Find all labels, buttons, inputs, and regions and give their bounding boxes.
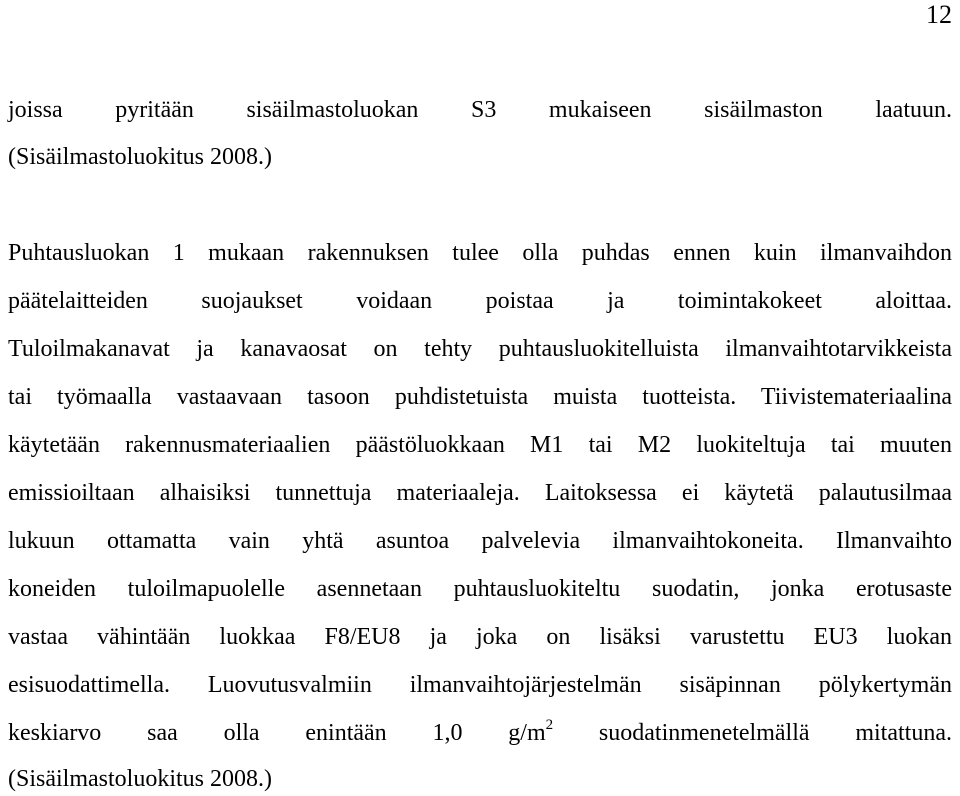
paragraph-2-line-2: päätelaitteiden suojaukset voidaan poistaa ja toimintakokeet aloittaa. xyxy=(8,288,952,314)
unit-superscript: 2 xyxy=(545,717,554,733)
page-number: 12 xyxy=(926,0,952,29)
paragraph-2-line-6: emissioiltaan alhaisiksi tunnettuja materiaaleja. Laitoksessa ei käytetä palautusilmaa xyxy=(8,480,952,506)
paragraph-1-line-2: (Sisäilmastoluokitus 2008.) xyxy=(8,144,272,170)
paragraph-2-line-4: tai työmaalla vastaavaan tasoon puhdistetuista muista tuotteista. Tiivistemateriaalina xyxy=(8,384,952,410)
paragraph-2-line-11 xyxy=(8,718,952,748)
paragraph-2-line-9: vastaa vähintään luokkaa F8/EU8 ja joka on lisäksi varustettu EU3 luokan xyxy=(8,624,952,650)
paragraph-2-line-8: koneiden tuloilmapuolelle asennetaan puhtausluokiteltu suodatin, jonka erotusaste xyxy=(8,576,952,602)
paragraph-1-line-1: joissa pyritään sisäilmastoluokan S3 mukaiseen sisäilmaston laatuun. xyxy=(8,97,952,123)
paragraph-2-line-10: esisuodattimella. Luovutusvalmiin ilmanvaihtojärjestelmän sisäpinnan pölykertymän xyxy=(8,672,952,698)
paragraph-2-line-1: Puhtausluokan 1 mukaan rakennuksen tulee olla puhdas ennen kuin ilmanvaihdon xyxy=(8,240,952,266)
paragraph-2-line-3: Tuloilmakanavat ja kanavaosat on tehty puhtausluokitelluista ilmanvaihtotarvikkeista xyxy=(8,336,952,362)
paragraph-2-line-7: lukuun ottamatta vain yhtä asuntoa palvelevia ilmanvaihtokoneita. Ilmanvaihto xyxy=(8,528,952,554)
unit-line-before: keskiarvo saa olla enintään 1,0 g/m xyxy=(8,720,546,746)
unit-line-after: suodatinmenetelmällä mitattuna. xyxy=(553,720,952,746)
paragraph-2-line-5: käytetään rakennusmateriaalien päästöluokkaan M1 tai M2 luokiteltuja tai muuten xyxy=(8,432,952,458)
paragraph-2-closing-line: (Sisäilmastoluokitus 2008.) xyxy=(8,766,272,792)
